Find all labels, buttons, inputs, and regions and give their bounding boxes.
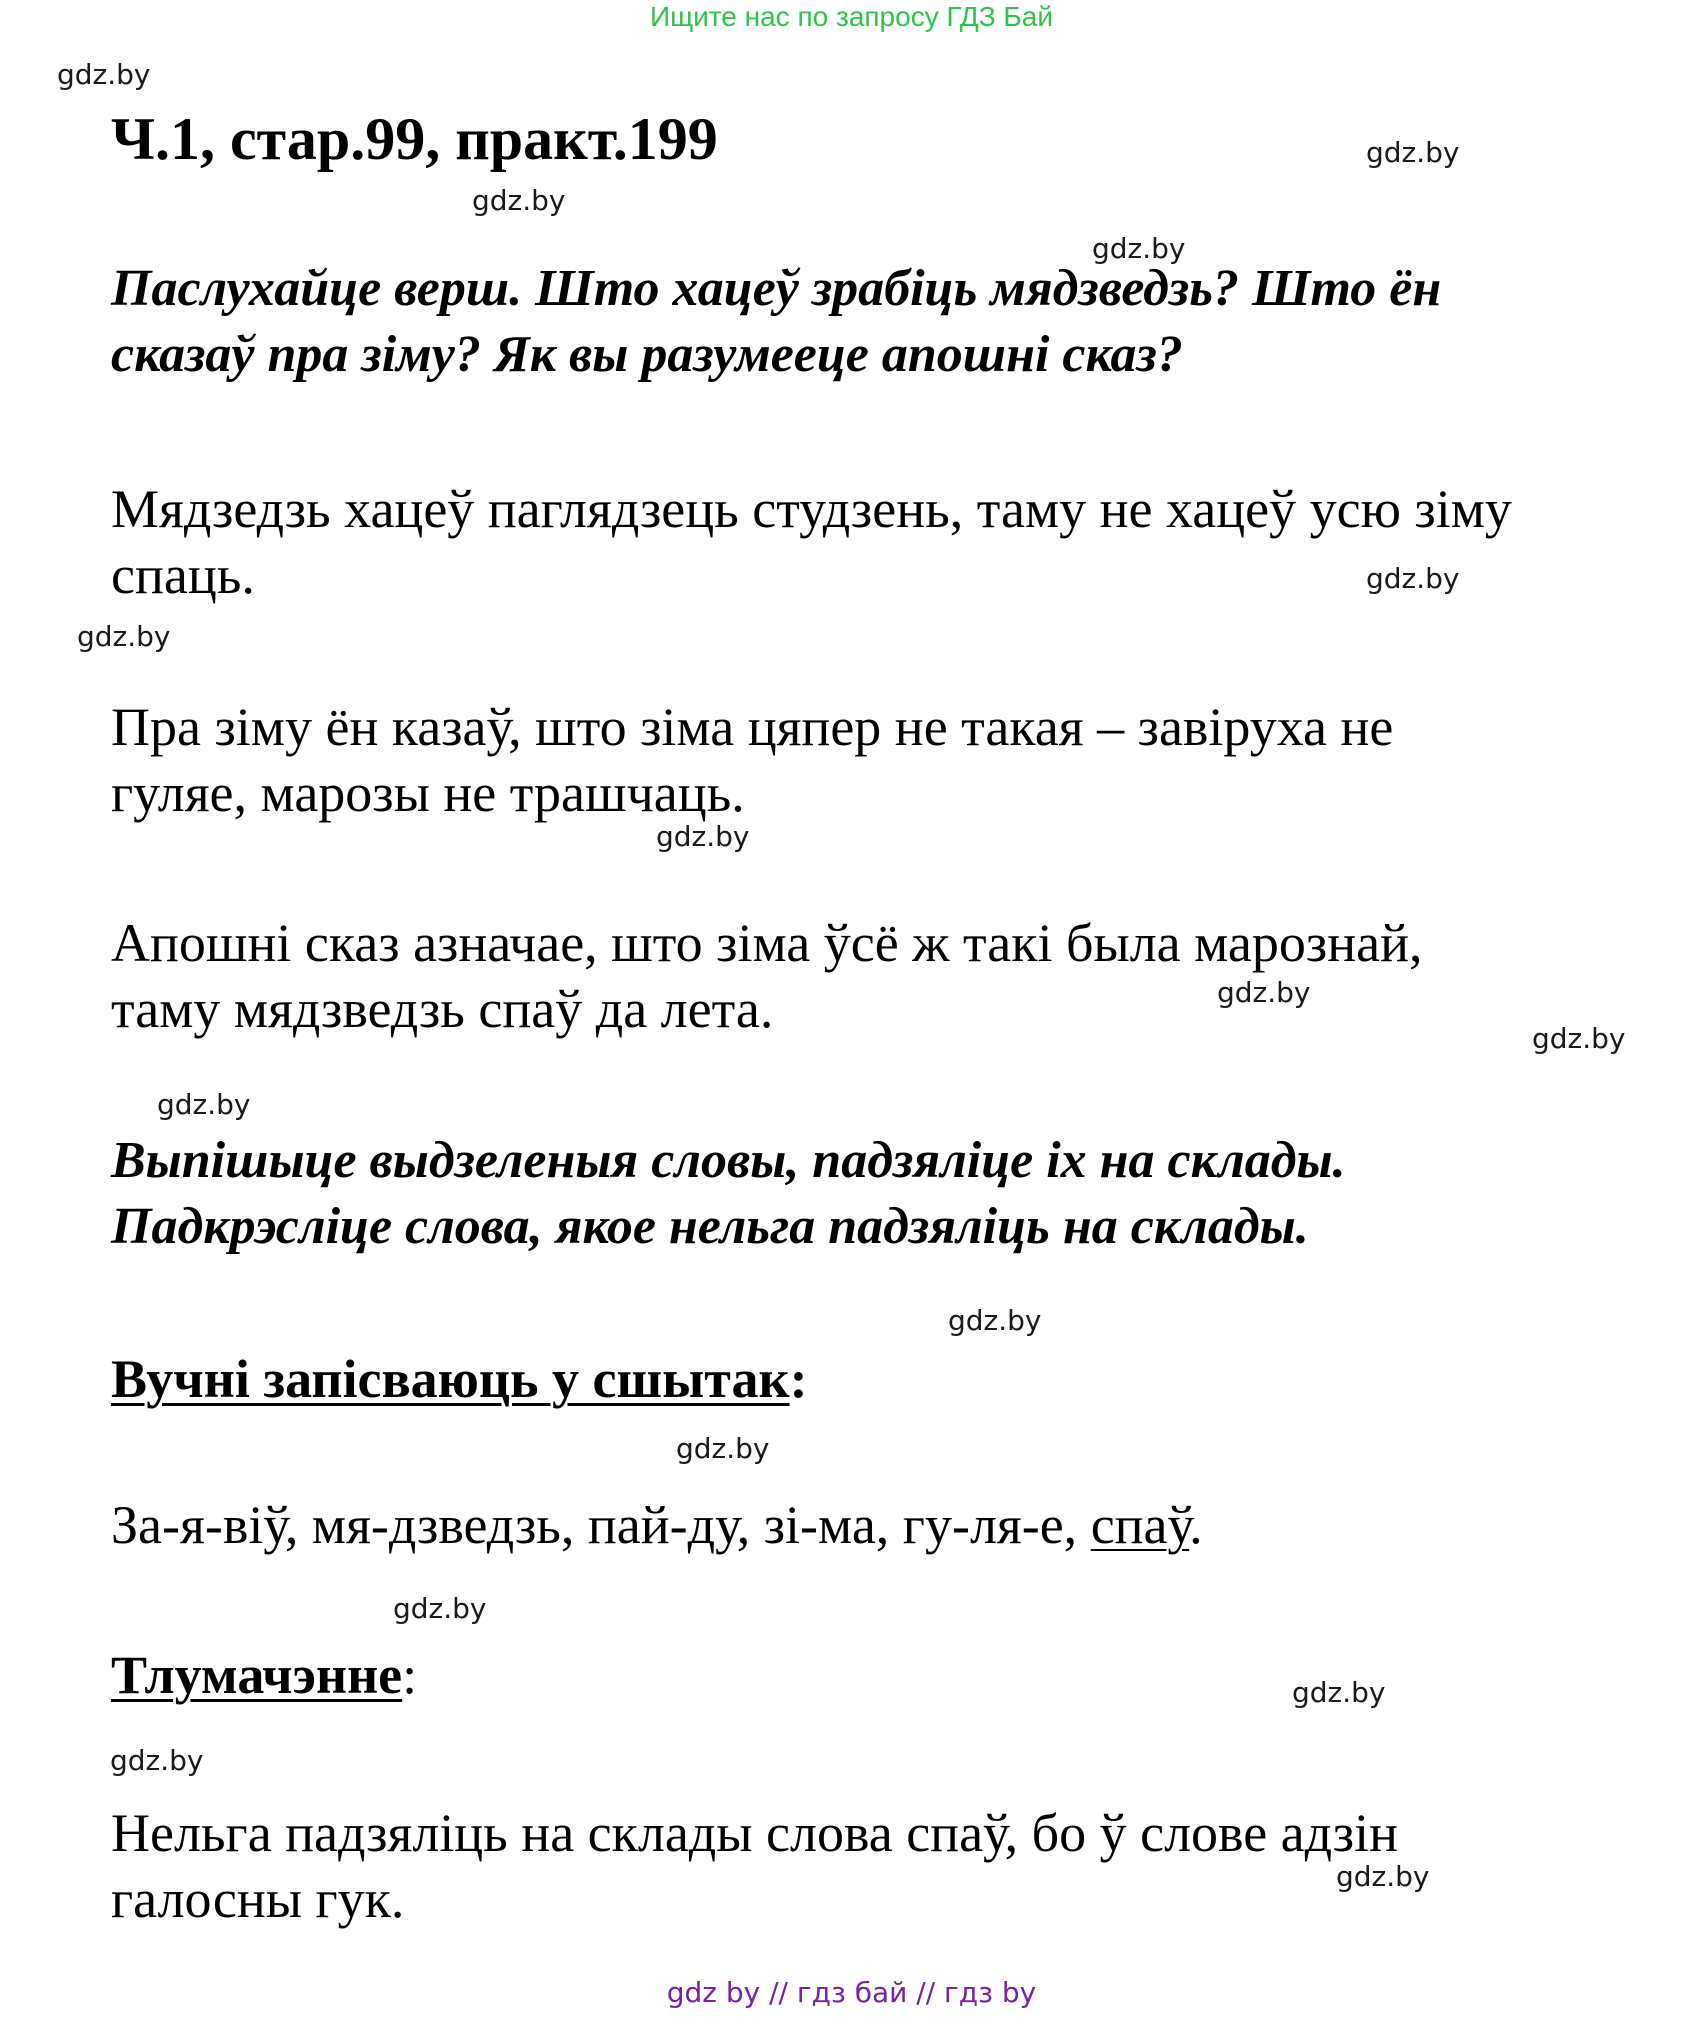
watermark: gdz.by <box>57 58 151 91</box>
watermark: gdz.by <box>1292 1676 1386 1709</box>
task-question-line: сказаў пра зіму? Як вы разумееце апошні сказ? <box>111 326 1183 383</box>
watermark: gdz.by <box>77 620 171 653</box>
watermark: gdz.by <box>1366 136 1460 169</box>
watermark: gdz.by <box>110 1744 204 1777</box>
sentence-end: . <box>1189 1495 1203 1555</box>
watermark: gdz.by <box>948 1304 1042 1337</box>
watermark: gdz.by <box>393 1592 487 1625</box>
watermark: gdz.by <box>1217 976 1311 1009</box>
watermark: gdz.by <box>656 820 750 853</box>
task-question-line: Выпішыце выдзеленыя словы, падзяліце іх на склады. <box>111 1132 1346 1189</box>
explanation-text-line: галосны гук. <box>111 1869 405 1929</box>
watermark: gdz.by <box>1336 1860 1430 1893</box>
explanation-label <box>111 1642 417 1708</box>
answer-text-line: спаць. <box>111 545 255 605</box>
explanation-text-line: Нельга падзяліць на склады слова спаў, бо ў слове адзін <box>111 1803 1399 1863</box>
explanation-label-colon: : <box>402 1645 418 1705</box>
underlined-word: спаў <box>1090 1495 1190 1555</box>
watermark: gdz.by <box>472 184 566 217</box>
watermark: gdz.by <box>1532 1022 1626 1055</box>
answer-text-line: Пра зіму ён казаў, што зіма цяпер не такая – завіруха не <box>111 697 1394 757</box>
syllable-words: За-я-віў, мя-дзведзь, пай-ду, зі-ма, гу-ля-е, <box>111 1495 1091 1555</box>
page-title: Ч.1, стар.99, практ.199 <box>111 106 718 172</box>
footer-watermark: gdz by // гдз бай // гдз by <box>666 1976 1037 2009</box>
watermark: gdz.by <box>1366 562 1460 595</box>
answer-text-line: таму мядзведзь спаў да лета. <box>111 979 774 1039</box>
syllable-division-line <box>111 1492 1203 1558</box>
watermark: gdz.by <box>1092 232 1186 265</box>
answer-text-line: Мядзедзь хацеў паглядзець студзень, таму не хацеў усю зіму <box>111 479 1512 539</box>
notebook-label <box>111 1346 808 1412</box>
task-question-line: Паслухайце верш. Што хацеў зрабіць мядзведзь? Што ён <box>111 260 1442 317</box>
notebook-label-colon: : <box>789 1349 808 1409</box>
answer-text-line: Апошні сказ азначае, што зіма ўсё ж такі была марознай, <box>111 913 1423 973</box>
answer-text-line: гуляе, марозы не трашчаць. <box>111 763 745 823</box>
watermark: gdz.by <box>676 1432 770 1465</box>
notebook-label-text: Вучні запісваюць у сшытак <box>111 1349 790 1409</box>
task-question-line: Падкрэсліце слова, якое нельга падзяліць на склады. <box>111 1198 1309 1255</box>
top-banner: Ищите нас по запросу ГДЗ Бай <box>649 1 1054 32</box>
watermark: gdz.by <box>157 1088 251 1121</box>
explanation-label-text: Тлумачэнне <box>111 1645 403 1705</box>
